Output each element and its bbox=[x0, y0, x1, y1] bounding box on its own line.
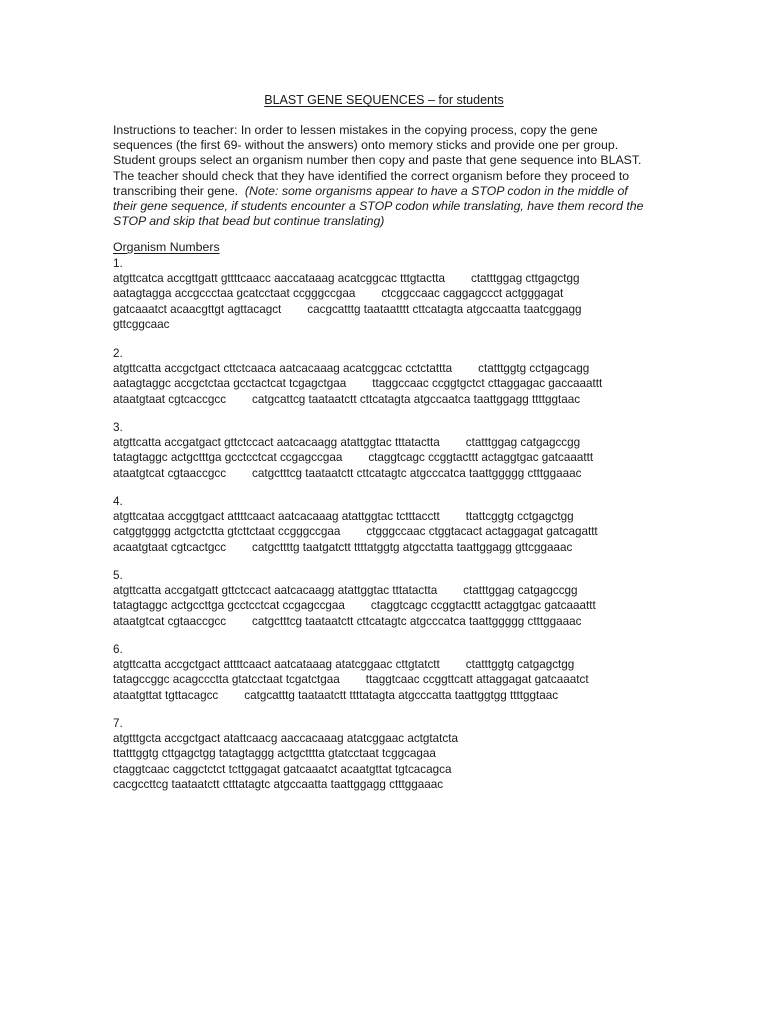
instruction-line: The teacher should check that they have identified the correct organism before they proceed to bbox=[113, 168, 630, 183]
organism-entry bbox=[113, 420, 673, 481]
gene-sequence-line: ataatgtcat cgtaaccgcc catgctttcg taataatctt cttcatagtc atgcccatca taattggggg ctttggaaac bbox=[113, 614, 582, 628]
gene-sequence-line: atgttcatta accgatgact gttctccact aatcacaagg atattggtac tttatactta ctatttggag catgagccgg bbox=[113, 436, 581, 450]
gene-sequence-line: aatagtaggc accgctctaa gcctactcat tcgagctgaa ttaggccaac ccggtgctct cttaggagac gaccaaattt bbox=[113, 377, 603, 391]
instruction-line: transcribing their gene. bbox=[113, 183, 245, 198]
organism-number: 4. bbox=[113, 495, 123, 508]
organism-entry bbox=[113, 568, 673, 629]
gene-sequence-line: ataatgttat tgttacagcc catgcatttg taataatctt ttttatagta atgcccatta taattggtgg ttttggtaac bbox=[113, 688, 559, 702]
gene-sequence-line: atgttcatca accgttgatt gttttcaacc aaccataaag acatcggcac tttgtactta ctatttggag cttgagctgg bbox=[113, 272, 580, 286]
organism-number: 1. bbox=[113, 257, 123, 270]
instruction-line: Student groups select an organism number then copy and paste that gene sequence into BLAST. bbox=[113, 153, 642, 168]
organism-entry bbox=[113, 256, 673, 332]
organism-numbers-heading: Organism Numbers bbox=[113, 240, 220, 254]
gene-sequence-line: tatagtaggc actgctttga gcctcctcat ccgagccgaa ctaggtcagc ccggtacttt actaggtgac gatcaaattt bbox=[113, 451, 594, 465]
gene-sequence-line: atgttcatta accgatgatt gttctccact aatcacaagg atattggtac tttatactta ctatttggag catgagccgg bbox=[113, 584, 578, 598]
gene-sequence-line: catggtgggg actgctctta gtcttctaat ccgggccgaa ctgggccaac ctggtacact actaggagat gatcagattt bbox=[113, 525, 598, 539]
organism-number: 6. bbox=[113, 643, 123, 656]
organism-entry bbox=[113, 346, 673, 407]
organism-number: 3. bbox=[113, 421, 123, 434]
gene-sequence-line: ataatgtcat cgtaaccgcc catgctttcg taataatctt cttcatagtc atgcccatca taattggggg ctttggaaac bbox=[113, 466, 582, 480]
gene-sequence-line: gttcggcaac bbox=[113, 317, 170, 331]
gene-sequence-line: acaatgtaat cgtcactgcc catgcttttg taatgatctt ttttatggtg atgcctatta taattggagg gttcggaaac bbox=[113, 540, 573, 554]
organism-entry bbox=[113, 716, 673, 792]
stop-codon-note: STOP and skip that bead but continue translating) bbox=[113, 214, 385, 229]
instruction-line: Instructions to teacher: In order to lessen mistakes in the copying process, copy the gene bbox=[113, 123, 598, 137]
gene-sequence-line: atgttcataa accggtgact attttcaact aatcacaaag atattggtac tctttacctt ttattcggtg cctgagctgg bbox=[113, 510, 574, 524]
gene-sequence-line: atgtttgcta accgctgact atattcaacg aaccacaaag atatcggaac actgtatcta bbox=[113, 732, 459, 746]
gene-sequence-line: atgttcatta accgctgact attttcaact aatcataaag atatcggaac cttgtatctt ctatttggtg catgagctgg bbox=[113, 658, 575, 672]
instruction-line: sequences (the first 69- without the answers) onto memory sticks and provide one per group. bbox=[113, 138, 619, 153]
gene-sequence-line: tatagtaggc actgccttga gcctcctcat ccgagccgaa ctaggtcagc ccggtacttt actaggtgac gatcaaattt bbox=[113, 599, 596, 613]
stop-codon-note: their gene sequence, if students encounter a STOP codon while translating, have them record the bbox=[113, 199, 644, 214]
organism-number: 2. bbox=[113, 347, 123, 360]
gene-sequence-line: atgttcatta accgctgact cttctcaaca aatcacaaag acatcggcac cctctattta ctatttggtg cctgagcagg bbox=[113, 362, 590, 376]
organism-entry bbox=[113, 494, 673, 555]
organism-number: 7. bbox=[113, 717, 123, 730]
stop-codon-note: (Note: some organisms appear to have a STOP codon in the middle of bbox=[244, 183, 628, 198]
organism-entry bbox=[113, 642, 673, 703]
gene-sequence-line: gatcaaatct acaacgttgt agttacagct cacgcatttg taataatttt cttcatagta atgccaatta taatcggagg bbox=[113, 302, 582, 316]
gene-sequence-line: aatagtagga accgccctaa gcatcctaat ccgggccgaa ctcggccaac caggagccct actgggagat bbox=[113, 287, 564, 301]
gene-sequence-line: tatagccggc acagccctta gtatcctaat tcgatctgaa ttaggtcaac ccggttcatt attaggagat gatcaaatct bbox=[113, 673, 589, 687]
gene-sequence-line: ataatgtaat cgtcaccgcc catgcattcg taataatctt cttcatagta atgccaatca taattggagg ttttggtaac bbox=[113, 392, 581, 406]
organism-number: 5. bbox=[113, 569, 123, 582]
gene-sequence-line: ctaggtcaac caggctctct tcttggagat gatcaaatct acaatgttat tgtcacagca bbox=[113, 762, 452, 776]
document-title: BLAST GENE SEQUENCES – for students bbox=[264, 93, 504, 107]
teacher-instructions bbox=[113, 123, 673, 229]
gene-sequence-line: ttatttggtg cttgagctgg tatagtaggg actgctttta gtatcctaat tcggcagaa bbox=[113, 747, 436, 761]
gene-sequence-line: cacgccttcg taataatctt ctttatagtc atgccaatta taattggagg ctttggaaac bbox=[113, 777, 444, 791]
